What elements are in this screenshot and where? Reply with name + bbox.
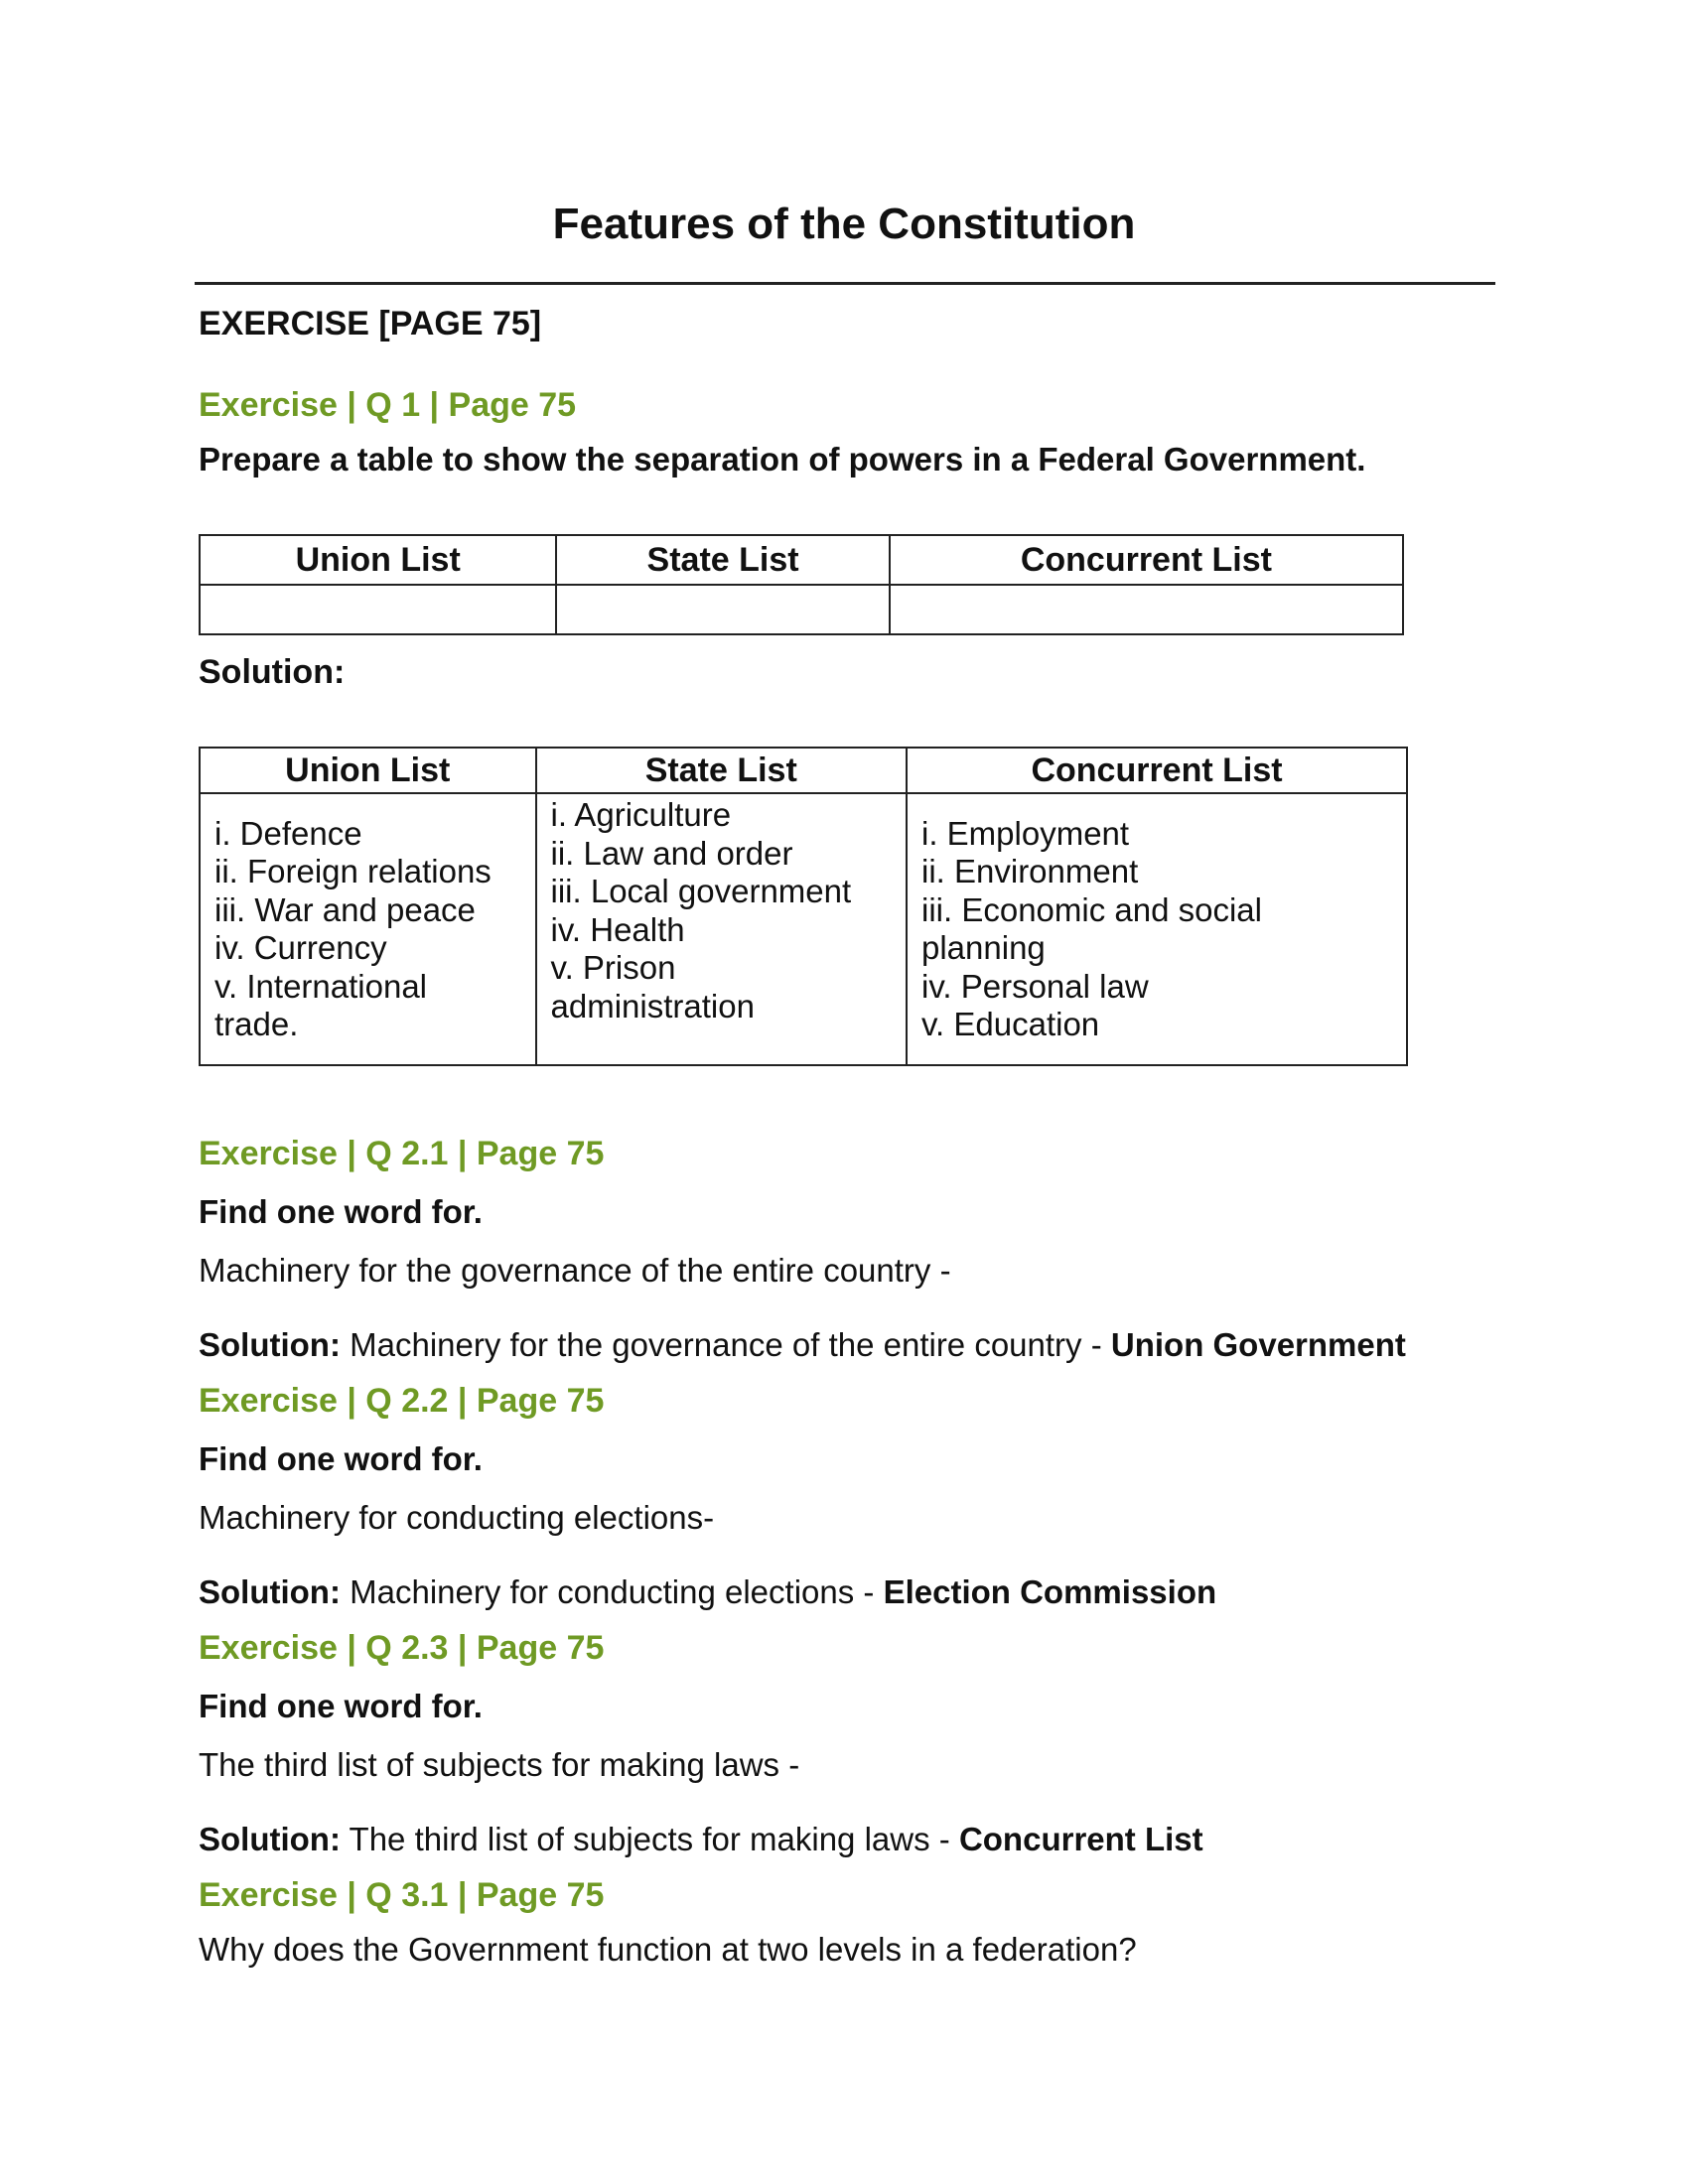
exercise-link-q2-3[interactable]: Exercise | Q 2.3 | Page 75 bbox=[199, 1629, 605, 1667]
solution-label: Solution: bbox=[199, 1821, 341, 1857]
exercise-link-q1[interactable]: Exercise | Q 1 | Page 75 bbox=[199, 386, 577, 424]
solution-answer: Election Commission bbox=[883, 1573, 1217, 1610]
state-list-cell bbox=[536, 793, 907, 1065]
header-concurrent-list: Concurrent List bbox=[907, 748, 1407, 793]
header-state-list: State List bbox=[536, 748, 907, 793]
list-item: administration bbox=[550, 987, 755, 1024]
list-item: v. Education bbox=[921, 1006, 1100, 1042]
list-item: planning bbox=[921, 929, 1046, 966]
table-row bbox=[200, 585, 1403, 634]
header-concurrent-list: Concurrent List bbox=[890, 535, 1403, 585]
header-state-list: State List bbox=[556, 535, 889, 585]
concurrent-list-cell bbox=[907, 793, 1407, 1065]
solution-text: Machinery for the governance of the entire country - bbox=[340, 1326, 1111, 1363]
solution-label: Solution: bbox=[199, 1573, 341, 1610]
exercise-link-q2-2[interactable]: Exercise | Q 2.2 | Page 75 bbox=[199, 1382, 605, 1420]
solution-q2-1 bbox=[199, 1325, 1406, 1365]
list-item: iv. Health bbox=[550, 910, 685, 948]
header-union-list: Union List bbox=[200, 535, 556, 585]
table-row bbox=[200, 793, 1407, 1065]
question-q2-1: Find one word for. bbox=[199, 1193, 483, 1230]
list-item: ii. Foreign relations bbox=[214, 853, 492, 889]
empty-cell-state bbox=[556, 585, 889, 634]
solution-label-q1: Solution: bbox=[199, 653, 346, 691]
question-q3-1: Why does the Government function at two levels in a federation? bbox=[199, 1931, 1137, 1968]
solution-text: The third list of subjects for making laws - bbox=[340, 1821, 959, 1857]
solution-text: Machinery for conducting elections - bbox=[340, 1573, 884, 1610]
list-item: iv. Currency bbox=[214, 929, 387, 966]
list-item: ii. Environment bbox=[921, 853, 1139, 889]
list-item: trade. bbox=[214, 1006, 299, 1042]
list-item: iv. Personal law bbox=[921, 967, 1149, 1005]
page-title: Features of the Constitution bbox=[552, 200, 1136, 248]
prompt-q2-3: The third list of subjects for making laws - bbox=[199, 1746, 800, 1783]
solution-answer: Union Government bbox=[1110, 1326, 1406, 1363]
list-item: i. Employment bbox=[921, 814, 1130, 852]
empty-cell-concurrent bbox=[890, 585, 1403, 634]
list-item: i. Defence bbox=[214, 814, 362, 852]
question-q1: Prepare a table to show the separation of powers in a Federal Government. bbox=[199, 441, 1366, 478]
list-item: iii. War and peace bbox=[214, 890, 476, 928]
union-list-cell bbox=[200, 793, 536, 1065]
header-union-list: Union List bbox=[200, 748, 536, 793]
question-q2-2: Find one word for. bbox=[199, 1440, 483, 1477]
solution-powers-table bbox=[199, 747, 1408, 1066]
exercise-link-q3-1[interactable]: Exercise | Q 3.1 | Page 75 bbox=[199, 1876, 605, 1914]
solution-label: Solution: bbox=[199, 1326, 341, 1363]
list-item: iii. Economic and social bbox=[921, 890, 1262, 928]
table-header-row bbox=[200, 535, 1403, 585]
list-item: v. International bbox=[214, 967, 428, 1005]
list-item: i. Agriculture bbox=[550, 796, 732, 833]
list-item: v. Prison bbox=[550, 949, 676, 986]
list-item: iii. Local government bbox=[550, 873, 852, 909]
solution-q2-3 bbox=[199, 1820, 1203, 1859]
list-item: ii. Law and order bbox=[550, 834, 793, 872]
solution-answer: Concurrent List bbox=[958, 1821, 1203, 1857]
prompt-q2-2: Machinery for conducting elections- bbox=[199, 1499, 715, 1536]
question-q2-3: Find one word for. bbox=[199, 1688, 483, 1724]
prompt-q2-1: Machinery for the governance of the entire country - bbox=[199, 1252, 951, 1289]
title-divider bbox=[195, 282, 1495, 285]
blank-powers-table bbox=[199, 534, 1404, 635]
section-heading: EXERCISE [PAGE 75] bbox=[199, 305, 542, 342]
solution-q2-2 bbox=[199, 1572, 1216, 1612]
empty-cell-union bbox=[200, 585, 556, 634]
table-header-row bbox=[200, 748, 1407, 793]
exercise-link-q2-1[interactable]: Exercise | Q 2.1 | Page 75 bbox=[199, 1135, 605, 1172]
